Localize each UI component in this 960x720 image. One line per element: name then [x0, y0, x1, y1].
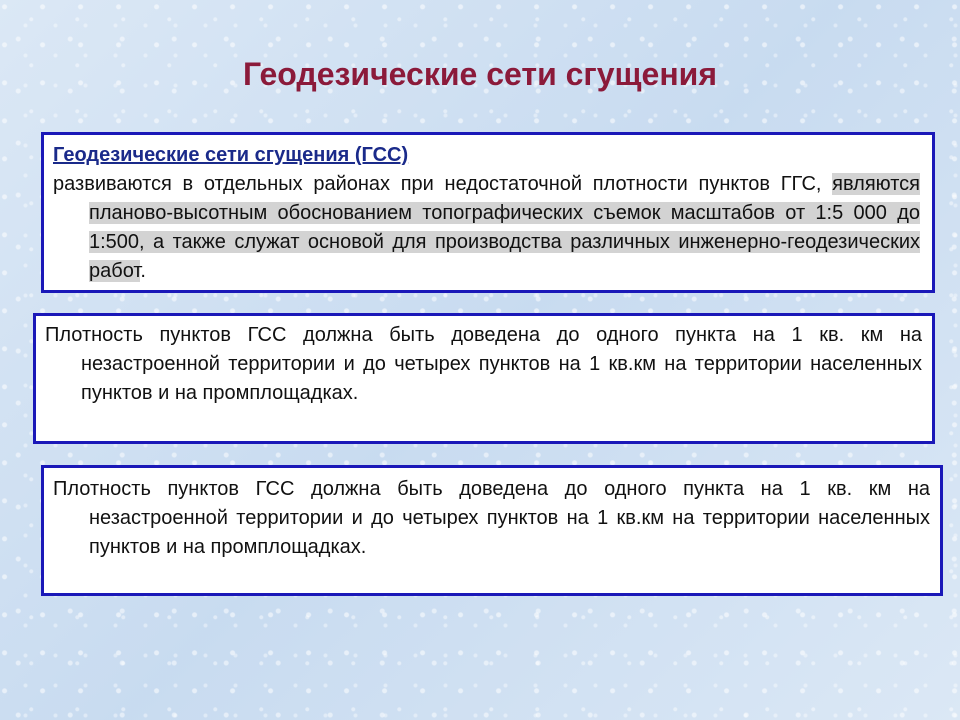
- definition-text-plain: развиваются в отдельных районах при недостаточной плотности пунктов ГГС,: [53, 173, 833, 195]
- definition-text-end: .: [140, 260, 146, 282]
- density-text-1: Плотность пунктов ГСС должна быть доведена до одного пункта на 1 кв. км на незастроенной территории и до четырех пунктов на 1 кв.км на территории населенных пунктов и на промплощадках.: [45, 324, 922, 404]
- definition-text: [53, 170, 920, 286]
- definition-heading: Геодезические сети сгущения (ГСС): [53, 144, 409, 166]
- density-text-2: Плотность пунктов ГСС должна быть доведена до одного пункта на 1 кв. км на незастроенной территории и до четырех пунктов на 1 кв.км на территории населенных пунктов и на промплощадках.: [53, 478, 930, 558]
- slide-title: Геодезические сети сгущения: [242, 56, 718, 92]
- density-box-1: [33, 313, 935, 444]
- density-box-2: [41, 465, 943, 596]
- definition-box: [41, 132, 935, 293]
- definition-text-highlight: являются планово-высотным обоснованием топографических съемок масштабов от 1:5 000 до 1:500, а также служат основой для производства различных инженерно-геодезических работ: [89, 173, 920, 282]
